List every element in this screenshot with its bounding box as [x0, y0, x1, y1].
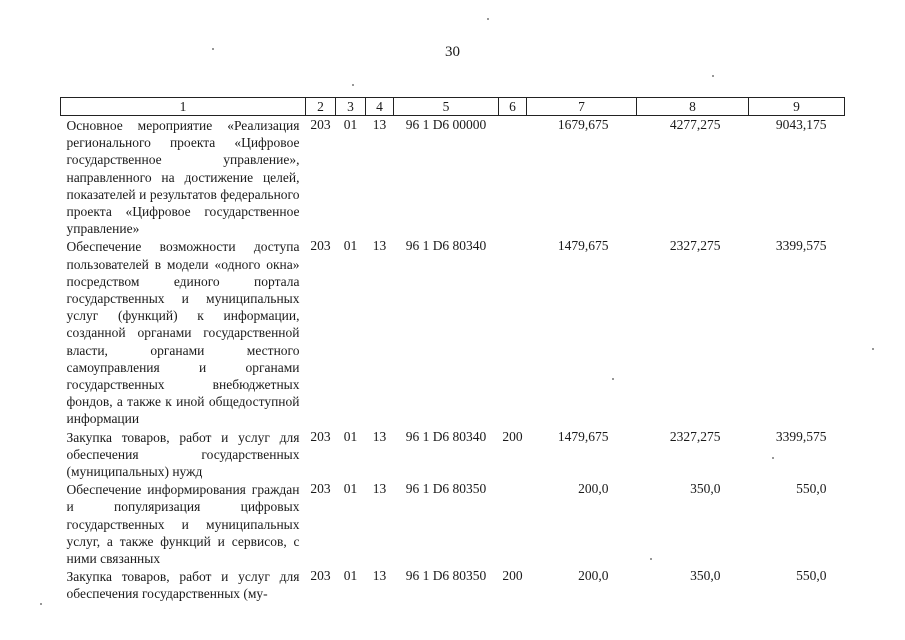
- row-c6: [499, 480, 527, 567]
- row-name: Основное мероприятие «Реализация регионального проекта «Цифровое государственное управление», направленного на достижение целей, показателей и результатов федерального проекта «Цифровое государственное управление»: [66, 118, 300, 237]
- header-col-4: 4: [366, 98, 394, 116]
- table-row: [61, 237, 845, 427]
- row-c4: 13: [372, 568, 387, 584]
- row-c4: 13: [372, 428, 387, 444]
- row-c2: 203: [310, 428, 331, 444]
- row-c7: 200,0: [578, 481, 609, 497]
- row-c5: 96 1 D6 80340: [405, 428, 487, 444]
- row-c8: 2327,275: [669, 238, 721, 254]
- row-c3: 01: [343, 428, 358, 444]
- scan-speck: [212, 48, 214, 50]
- row-c5: 96 1 D6 80350: [405, 481, 487, 497]
- row-name: Обеспечение возможности доступа пользователей в модели «одного окна» посредством единого портала государственных и муниципальных услуг (функций) к информации, созданной органами государственной власти, органами местного самоуправления и органами государственных внебюджетных фондов, а также к иной общедоступной информации: [66, 239, 300, 427]
- row-c5: 96 1 D6 80350: [405, 568, 487, 584]
- row-c3: 01: [343, 117, 358, 132]
- row-name: Закупка товаров, работ и услуг для обеспечения государственных (муниципальных) нужд: [66, 429, 300, 480]
- header-col-7: 7: [527, 98, 637, 116]
- row-c3: 01: [343, 238, 358, 254]
- scan-speck: [352, 84, 354, 86]
- scan-speck: [872, 348, 874, 350]
- header-row: [61, 98, 845, 116]
- row-c9: 3399,575: [775, 428, 827, 444]
- header-col-5: 5: [394, 98, 499, 116]
- row-c3: 01: [343, 481, 358, 497]
- header-col-6: 6: [499, 98, 527, 116]
- row-c6: 200: [502, 428, 523, 444]
- row-c5: 96 1 D6 80340: [405, 238, 487, 254]
- budget-table: [60, 97, 845, 603]
- row-c9: 550,0: [796, 481, 827, 497]
- row-c7: 200,0: [578, 568, 609, 584]
- header-col-2: 2: [306, 98, 336, 116]
- table-row: [61, 480, 845, 567]
- row-c9: 9043,175: [775, 117, 827, 132]
- scan-speck: [650, 558, 652, 560]
- table-row: [61, 116, 845, 238]
- header-col-9: 9: [749, 98, 845, 116]
- scan-speck: [612, 378, 614, 380]
- scan-speck: [40, 603, 42, 605]
- row-c9: 3399,575: [775, 238, 827, 254]
- row-c6: [499, 116, 527, 238]
- row-c7: 1679,675: [557, 117, 609, 132]
- row-c8: 2327,275: [669, 428, 721, 444]
- row-name: Закупка товаров, работ и услуг для обеспечения государственных (му-: [66, 569, 300, 602]
- row-c5: 96 1 D6 00000: [405, 117, 487, 132]
- row-c4: 13: [372, 238, 387, 254]
- header-col-3: 3: [336, 98, 366, 116]
- table-row: [61, 567, 845, 602]
- table-row: [61, 428, 845, 481]
- scan-speck: [772, 457, 774, 459]
- row-c2: 203: [310, 238, 331, 254]
- row-c2: 203: [310, 117, 331, 132]
- scan-speck: [712, 75, 714, 77]
- row-c6: [499, 237, 527, 427]
- row-c2: 203: [310, 568, 331, 584]
- row-c8: 350,0: [690, 568, 721, 584]
- row-c3: 01: [343, 568, 358, 584]
- header-col-8: 8: [637, 98, 749, 116]
- row-c9: 550,0: [796, 568, 827, 584]
- row-c6: 200: [502, 568, 523, 584]
- row-c2: 203: [310, 481, 331, 497]
- row-c8: 4277,275: [669, 117, 721, 132]
- row-c7: 1479,675: [557, 238, 609, 254]
- scan-speck: [487, 18, 489, 20]
- page-number: 30: [445, 44, 460, 60]
- row-c4: 13: [372, 481, 387, 497]
- header-col-1: 1: [61, 98, 306, 116]
- row-name: Обеспечение информирования граждан и популяризация цифровых государственных и муниципальных услуг, а также функций и сервисов, с ними связанных: [66, 482, 300, 567]
- row-c8: 350,0: [690, 481, 721, 497]
- row-c4: 13: [372, 117, 387, 132]
- row-c7: 1479,675: [557, 428, 609, 444]
